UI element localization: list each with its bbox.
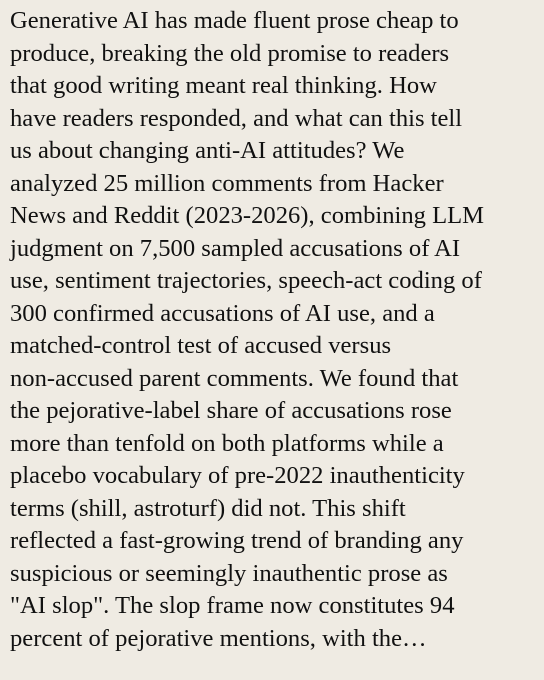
text-line-2: produce, breaking the old promise to readers bbox=[10, 39, 450, 67]
text-line-5: us about changing anti-AI attitudes? We bbox=[10, 137, 405, 164]
text-line-10: 300 confirmed accusations of AI use, and a bbox=[10, 299, 435, 327]
text-line-12: non-accused parent comments. We found that bbox=[10, 364, 459, 392]
text-line-16: terms (shill, astroturf) did not. This shift bbox=[10, 494, 406, 522]
text-line-9: use, sentiment trajectories, speech-act coding of bbox=[10, 267, 482, 294]
text-line-18: suspicious or seemingly inauthentic prose as bbox=[10, 559, 448, 587]
text-line-4: have readers responded, and what can this tell bbox=[10, 104, 463, 132]
text-line-19: "AI slop". The slop frame now constitutes 94 bbox=[10, 592, 455, 619]
text-line-1: Generative AI has made fluent prose cheap to bbox=[10, 7, 459, 34]
text-line-8: judgment on 7,500 sampled accusations of AI bbox=[10, 234, 461, 262]
text-line-6: analyzed 25 million comments from Hacker bbox=[10, 169, 444, 197]
text-line-14: more than tenfold on both platforms while a bbox=[10, 429, 444, 457]
text-line-15: placebo vocabulary of pre-2022 inauthenticity bbox=[10, 462, 465, 489]
text-line-3: that good writing meant real thinking. How bbox=[10, 72, 437, 99]
text-line-11: matched-control test of accused versus bbox=[10, 332, 392, 359]
text-line-13: the pejorative-label share of accusations rose bbox=[10, 397, 452, 424]
abstract-text bbox=[10, 5, 534, 655]
text-line-7: News and Reddit (2023-2026), combining LLM bbox=[10, 202, 485, 229]
text-line-20: percent of pejorative mentions, with the… bbox=[10, 624, 427, 652]
text-line-17: reflected a fast-growing trend of branding any bbox=[10, 527, 464, 554]
